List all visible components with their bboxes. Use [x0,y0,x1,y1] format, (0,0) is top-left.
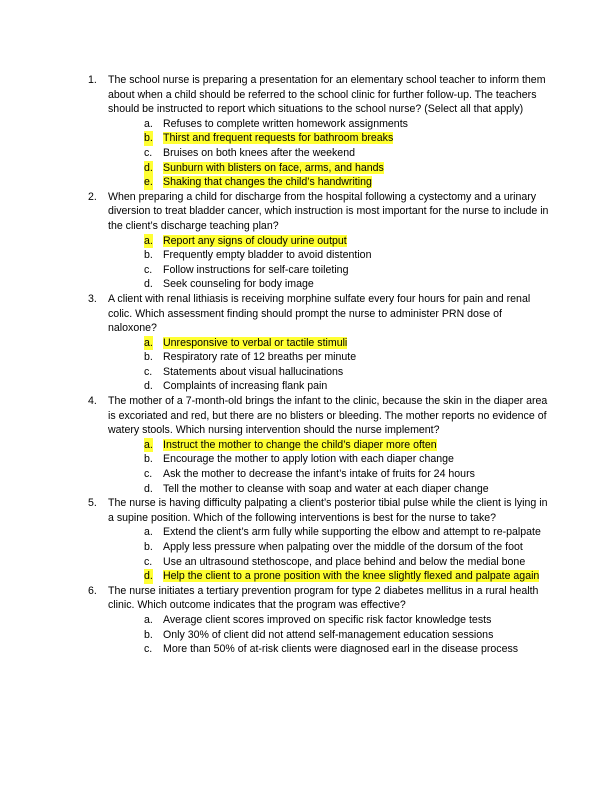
option-text: Ask the mother to decrease the infant’s intake of fruits for 24 hours [163,468,475,481]
answer-option [144,569,550,584]
option-text: Tell the mother to cleanse with soap and water at each diaper change [163,482,489,495]
option-text: Refuses to complete written homework assignments [163,117,408,130]
question-list [88,73,550,657]
highlighted-answer-text: Report any signs of cloudy urine output [163,234,347,247]
highlighted-answer-text: Instruct the mother to change the child’s diaper more often [163,438,437,451]
option-text: Extend the client’s arm fully while supporting the elbow and attempt to re-palpate [163,526,541,539]
question-2 [88,190,550,292]
answer-option [144,350,550,365]
question-number: 2. [88,190,97,203]
answer-option [144,263,550,278]
option-letter: c. [144,555,153,568]
highlighted-answer-text: Help the client to a prone position with the knee slightly flexed and palpate again [163,570,540,583]
question-stem: The school nurse is preparing a presentation for an elementary school teacher to inform them about when a child should be referred to the school clinic for further follow-up. The teachers should be instructed to report which situations to the school nurse? (Select all that apply) [108,74,546,116]
question-number: 1. [88,74,97,86]
option-letter: a. [144,438,153,451]
question-5 [88,496,550,584]
option-letter: a. [144,526,153,539]
answer-option [144,146,550,161]
option-text: Frequently empty bladder to avoid distention [163,249,372,262]
answer-option [144,248,550,263]
option-letter: d. [144,482,153,495]
highlighted-answer-text: Sunburn with blisters on face, arms, and hands [163,161,384,174]
option-text: More than 50% of at-risk clients were diagnosed earl in the disease process [163,643,519,656]
option-text: Use an ultrasound stethoscope, and place behind and below the medial bone [163,555,526,568]
answer-option [144,175,550,190]
question-number: 4. [88,395,97,408]
question-3 [88,292,550,394]
answer-option [144,117,550,132]
answer-option [144,642,550,657]
question-number: 6. [88,584,97,597]
answer-option [144,525,550,540]
answer-option [144,131,550,146]
option-letter: c. [144,643,153,656]
answer-option [144,336,550,351]
answer-options [108,613,550,657]
option-text: Only 30% of client did not attend self-management education sessions [163,628,494,641]
option-letter: d. [144,161,153,174]
highlighted-answer-text: Shaking that changes the child’s handwriting [163,176,372,189]
answer-option [144,438,550,453]
option-letter: c. [144,468,153,481]
option-letter: c. [144,263,153,276]
answer-option [144,365,550,380]
answer-options [108,234,550,292]
option-letter: d. [144,570,153,583]
option-letter: b. [144,132,153,145]
option-letter: b. [144,351,153,364]
option-letter: a. [144,613,153,626]
option-text: Seek counseling for body image [163,278,314,291]
highlighted-answer-text: Unresponsive to verbal or tactile stimuli [163,336,348,349]
option-letter: b. [144,541,153,553]
option-letter: e. [144,176,153,189]
answer-option [144,379,550,394]
option-text: Encourage the mother to apply lotion with each diaper change [163,453,454,466]
question-stem: The nurse is having difficulty palpating a client’s posterior tibial pulse while the client is lying in a supine position. Which of the following interventions is best for the nurse to take? [108,497,548,524]
answer-options [108,336,550,394]
answer-option [144,467,550,482]
answer-option [144,613,550,628]
answer-option [144,482,550,497]
question-4 [88,394,550,496]
option-text: Follow instructions for self-care toileting [163,263,349,276]
question-1 [88,73,550,190]
answer-option [144,277,550,292]
option-text: Respiratory rate of 12 breaths per minute [163,351,357,364]
option-letter: b. [144,628,153,641]
answer-option [144,628,550,643]
question-stem: When preparing a child for discharge from the hospital following a cystectomy and a urinary diversion to treat bladder cancer, which instruction is most important for the nurse to include in the client’s discharge teaching plan? [108,190,549,232]
option-text: Bruises on both knees after the weekend [163,146,355,159]
option-letter: b. [144,249,153,262]
highlighted-answer-text: Thirst and frequent requests for bathroom breaks [163,132,394,145]
option-letter: d. [144,278,153,291]
option-text: Statements about visual hallucinations [163,365,344,378]
question-stem: A client with renal lithiasis is receiving morphine sulfate every four hours for pain and renal colic. Which assessment finding should prompt the nurse to administer PRN dose of naloxone? [108,292,531,335]
answer-options [108,525,550,583]
answer-option [144,540,550,555]
option-letter: a. [144,117,153,130]
answer-option [144,161,550,176]
question-stem: The mother of a 7-month-old brings the infant to the clinic, because the skin in the diaper area is excoriated and red, but there are no blisters or bleeding. The mother reports no evidence of watery stools. Which nursing intervention should the nurse implement? [108,395,548,437]
option-letter: a. [144,234,153,247]
answer-options [108,117,550,190]
question-6 [88,584,550,657]
option-text: Apply less pressure when palpating over the middle of the dorsum of the foot [163,541,523,553]
option-letter: b. [144,453,153,466]
answer-options [108,438,550,496]
option-letter: c. [144,146,153,159]
option-text: Average client scores improved on specific risk factor knowledge tests [163,613,492,626]
answer-option [144,234,550,249]
option-text: Complaints of increasing flank pain [163,380,328,393]
option-letter: a. [144,336,153,349]
option-letter: c. [144,365,153,378]
answer-option [144,452,550,467]
question-number: 5. [88,497,97,510]
question-stem: The nurse initiates a tertiary prevention program for type 2 diabetes mellitus in a rural health clinic. Which outcome indicates that the program was effective? [108,584,539,612]
answer-option [144,555,550,570]
option-letter: d. [144,380,153,393]
question-number: 3. [88,292,97,305]
